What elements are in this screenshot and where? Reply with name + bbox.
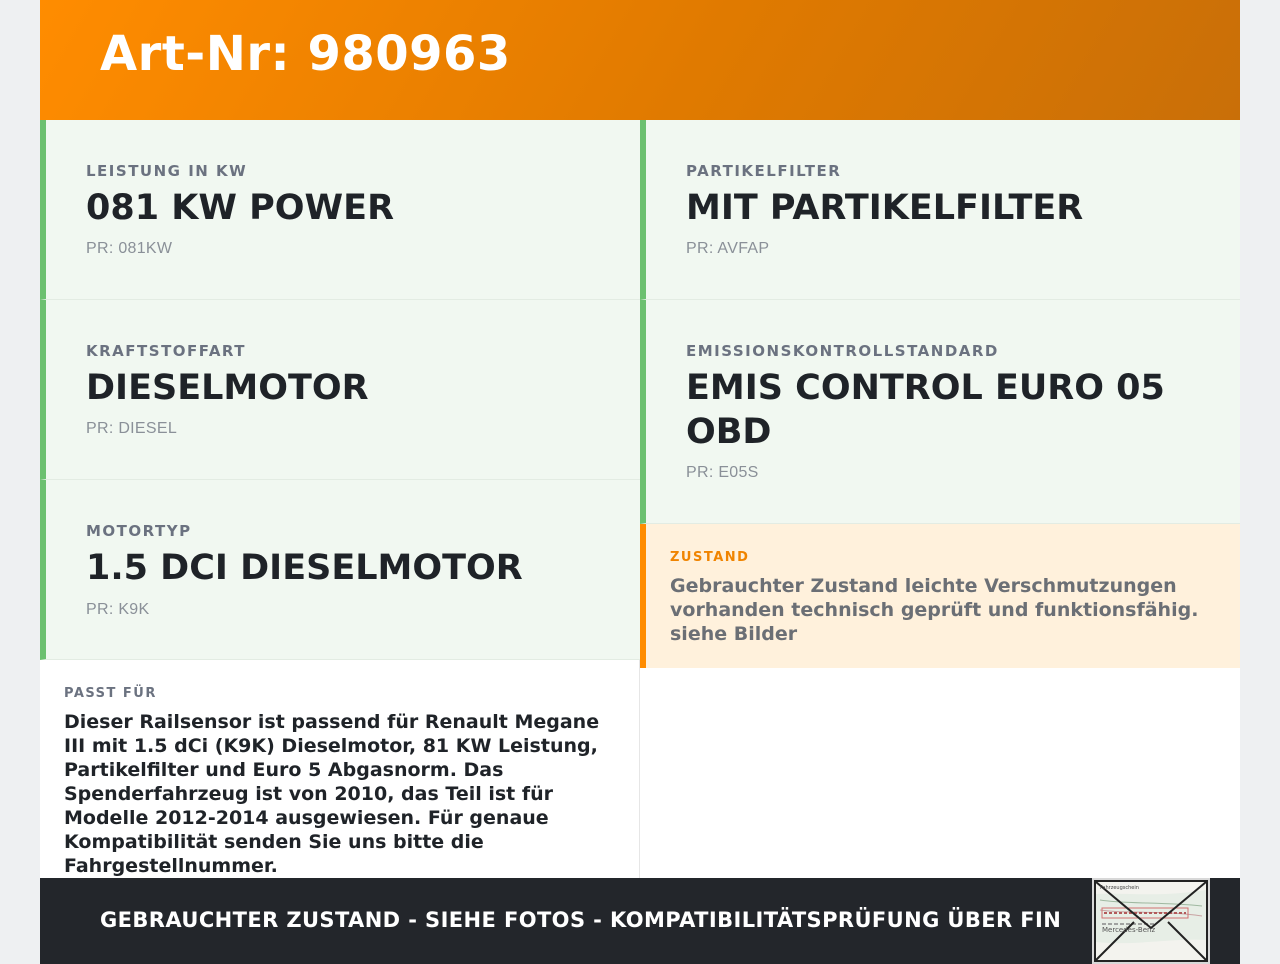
spec-card-fuel [40, 300, 640, 480]
registration-document-image [1094, 880, 1208, 962]
spec-value: 081 KW POWER [86, 188, 395, 228]
spec-value: 1.5 DCI DIESELMOTOR [86, 548, 523, 588]
spec-code: PR: E05S [686, 464, 759, 481]
condition-box [640, 524, 1240, 668]
spec-value: EMIS CONTROL EURO 05 OBD [686, 368, 1165, 452]
spec-card-power [40, 120, 640, 300]
spec-label: MOTORTYP [86, 522, 192, 540]
article-number-title: Art-Nr: 980963 [100, 26, 511, 82]
thumbnail-brand: Mercedes-Benz [1102, 926, 1156, 934]
spec-label: LEISTUNG IN KW [86, 162, 248, 180]
spec-value: DIESELMOTOR [86, 368, 369, 408]
spec-code: PR: DIESEL [86, 420, 178, 437]
footer-banner: GEBRAUCHTER ZUSTAND - SIEHE FOTOS - KOMPATIBILITÄTSPRÜFUNG ÜBER FIN [100, 908, 1062, 932]
spec-label: KRAFTSTOFFART [86, 342, 247, 360]
spec-code: PR: K9K [86, 601, 150, 618]
header-bar [40, 0, 1240, 120]
product-sheet [40, 0, 1240, 964]
compatibility-box [40, 660, 640, 878]
footer-bar [40, 878, 1240, 964]
spec-code: PR: 081KW [86, 240, 173, 257]
spec-code: PR: AVFAP [686, 240, 770, 257]
document-thumbnail[interactable] [1092, 878, 1210, 964]
spec-card-emission [640, 300, 1240, 524]
spec-card-engine [40, 480, 640, 660]
compatibility-label: PASST FÜR [64, 686, 157, 701]
compatibility-text: Dieser Railsensor ist passend für Renault Megane III mit 1.5 dCi (K9K) Dieselmotor, 81 KW Leistung, Partikelfilter und Euro 5 Abgasnorm. Das Spenderfahrzeug ist von 2010, das Teil ist für Modelle 2012-2014 ausgewiesen. Für genaue Kompatibilität senden Sie uns bitte die Fahrgestellnummer. [64, 711, 600, 877]
spec-label: EMISSIONSKONTROLLSTANDARD [686, 342, 999, 360]
spec-card-particle-filter [640, 120, 1240, 300]
condition-label: ZUSTAND [670, 550, 750, 565]
thumbnail-caption: Fahrzeugschein [1100, 885, 1139, 891]
condition-text: Gebrauchter Zustand leichte Verschmutzungen vorhanden technisch geprüft und funktionsfähig. siehe Bilder [670, 575, 1199, 645]
spec-label: PARTIKELFILTER [686, 162, 842, 180]
spec-value: MIT PARTIKELFILTER [686, 188, 1084, 228]
